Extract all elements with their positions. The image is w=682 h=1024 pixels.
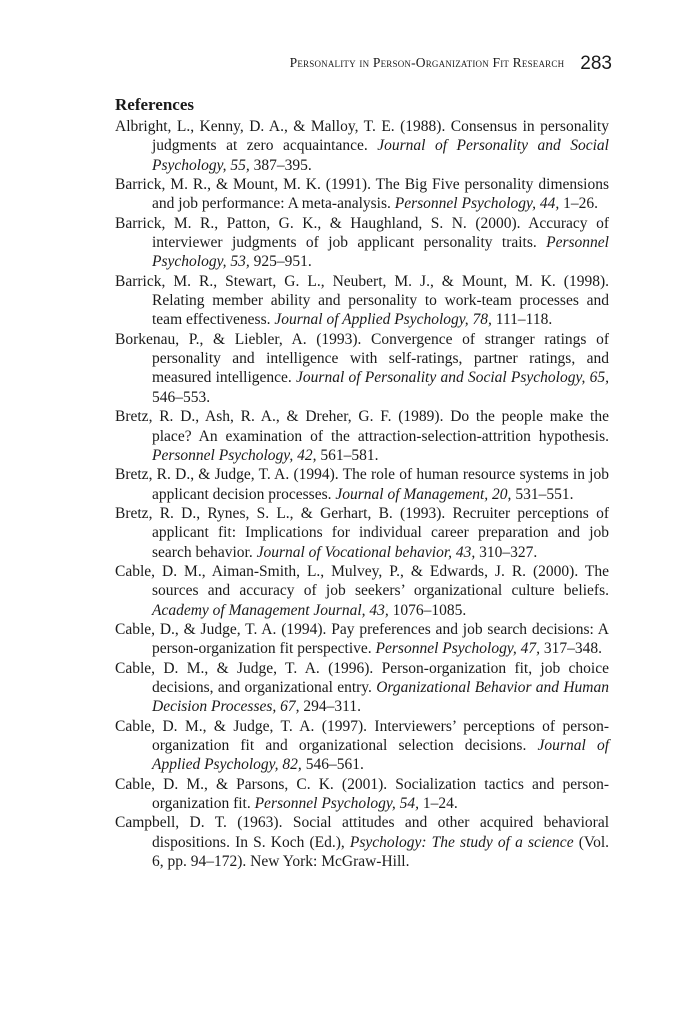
reference-entry bbox=[115, 717, 609, 775]
reference-text: Albright, L., Kenny, D. A., & Malloy, T. E. (1988). Consensus in personality judgments at zero acquaintance. bbox=[115, 118, 609, 155]
reference-text: Bretz, R. D., & Judge, T. A. (1994). The role of human resource systems in job applicant decision processes. bbox=[115, 466, 609, 503]
reference-journal: Journal of Personality and Social Psychology, 65, bbox=[296, 369, 609, 387]
reference-entry bbox=[115, 504, 609, 562]
reference-text: Cable, D. M., & Judge, T. A. (1997). Interviewers’ perceptions of person-organization fit and organizational selection decisions. bbox=[115, 717, 609, 754]
reference-entry bbox=[115, 562, 609, 620]
reference-entry bbox=[115, 813, 609, 871]
reference-text: Bretz, R. D., Ash, R. A., & Dreher, G. F. (1989). Do the people make the place? An examination of the attraction-selection-attrition hypothesis. bbox=[115, 408, 609, 445]
reference-text: Barrick, M. R., Stewart, G. L., Neubert, M. J., & Mount, M. K. (1998). Relating member ability and personality to work-team processes and team effectiveness. bbox=[115, 272, 609, 329]
references-heading: References bbox=[115, 95, 194, 114]
reference-text: Campbell, D. T. (1963). Social attitudes and other acquired behavioral dispositions. In S. Koch (Ed.), bbox=[115, 814, 609, 851]
reference-journal: Personnel Psychology, 44, bbox=[394, 195, 560, 213]
reference-journal: Journal of Applied Psychology, 78, bbox=[274, 311, 492, 329]
reference-journal: Journal of Management, 20, bbox=[335, 485, 512, 503]
reference-entry bbox=[115, 407, 609, 465]
reference-journal: Personnel Psychology, 53, bbox=[152, 234, 609, 271]
reference-pages: 561–581. bbox=[316, 446, 379, 464]
reference-entry bbox=[115, 117, 609, 175]
reference-pages: 531–551. bbox=[511, 485, 574, 503]
reference-entry bbox=[115, 330, 609, 407]
running-title: Personality in Person-Organization Fit Research bbox=[289, 55, 565, 70]
reference-entry bbox=[115, 465, 609, 504]
reference-pages: 310–327. bbox=[475, 543, 538, 561]
reference-journal: Academy of Management Journal, 43, bbox=[152, 601, 389, 619]
reference-entry bbox=[115, 775, 609, 814]
reference-pages: 546–553. bbox=[152, 388, 211, 406]
reference-text: Bretz, R. D., Rynes, S. L., & Gerhart, B. (1993). Recruiter perceptions of applicant fit: Implications for individual career preparation and job search behavior. bbox=[115, 504, 609, 561]
reference-journal: Personnel Psychology, 47, bbox=[375, 640, 540, 658]
reference-list bbox=[115, 117, 609, 871]
reference-text: Cable, D. M., & Parsons, C. K. (2001). Socialization tactics and person-organization fit. bbox=[115, 775, 609, 813]
reference-journal: Journal of Applied Psychology, 82, bbox=[152, 737, 609, 774]
reference-pages: (Vol. 6, pp. 94–172). New York: McGraw-Hill. bbox=[152, 833, 610, 871]
reference-entry bbox=[115, 175, 609, 214]
reference-pages: 1076–1085. bbox=[388, 601, 467, 619]
reference-journal: Journal of Personality and Social Psychology, 55, bbox=[152, 137, 609, 174]
reference-text: Borkenau, P., & Liebler, A. (1993). Convergence of stranger ratings of personality and intelligence with self-ratings, partner ratings, and measured intelligence. bbox=[115, 330, 609, 387]
reference-pages: 925–951. bbox=[249, 253, 312, 271]
reference-entry bbox=[115, 272, 609, 330]
running-head bbox=[120, 53, 612, 75]
reference-pages: 1–26. bbox=[559, 195, 598, 213]
reference-entry bbox=[115, 620, 609, 659]
reference-pages: 294–311. bbox=[299, 698, 361, 716]
reference-journal: Personnel Psychology, 42, bbox=[152, 446, 317, 464]
reference-pages: 111–118. bbox=[491, 311, 553, 329]
reference-pages: 317–348. bbox=[539, 640, 602, 658]
reference-text: Cable, D. M., Aiman-Smith, L., Mulvey, P., & Edwards, J. R. (2000). The sources and accuracy of job seekers’ organizational culture beliefs. bbox=[115, 562, 609, 600]
reference-journal: Psychology: The study of a science bbox=[349, 833, 574, 851]
reference-text: Barrick, M. R., & Mount, M. K. (1991). The Big Five personality dimensions and job performance: A meta-analysis. bbox=[115, 176, 609, 213]
reference-text: Cable, D. M., & Judge, T. A. (1996). Person-organization fit, job choice decisions, and organizational entry. bbox=[115, 659, 609, 696]
reference-entry bbox=[115, 659, 609, 717]
page-number: 283 bbox=[580, 53, 612, 74]
reference-text: Barrick, M. R., Patton, G. K., & Haughland, S. N. (2000). Accuracy of interviewer judgments of job applicant personality traits. bbox=[115, 214, 609, 252]
reference-text: Cable, D., & Judge, T. A. (1994). Pay preferences and job search decisions: A person-organization fit perspective. bbox=[115, 620, 609, 658]
reference-entry bbox=[115, 214, 609, 272]
reference-pages: 546–561. bbox=[301, 756, 364, 774]
reference-pages: 387–395. bbox=[249, 156, 312, 174]
reference-journal: Personnel Psychology, 54, bbox=[254, 795, 420, 813]
reference-journal: Journal of Vocational behavior, 43, bbox=[256, 543, 476, 561]
reference-journal: Organizational Behavior and Human Decision Processes, 67, bbox=[152, 678, 609, 716]
reference-pages: 1–24. bbox=[419, 795, 458, 813]
